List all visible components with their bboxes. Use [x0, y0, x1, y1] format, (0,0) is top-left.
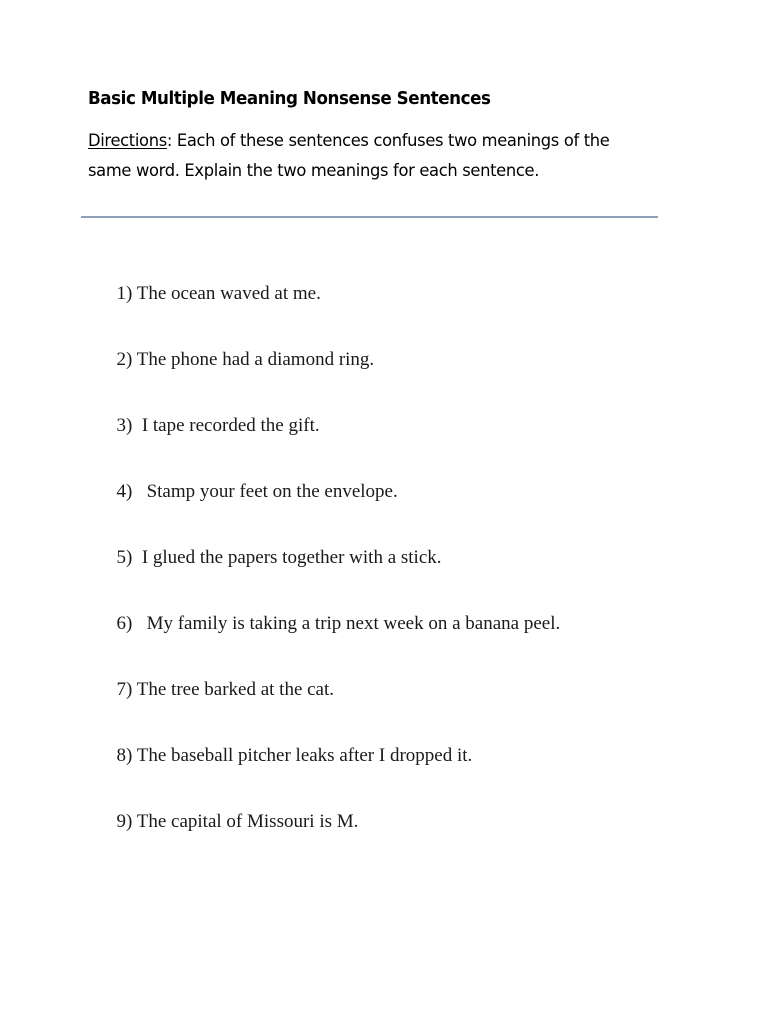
list-item-text: The phone had a diamond ring. [136, 349, 375, 370]
list-item [88, 720, 688, 786]
header-divider-wrap [81, 216, 658, 219]
list-item [88, 324, 688, 390]
list-item-number: 4) [116, 481, 133, 502]
list-item-number: 3) [116, 415, 133, 436]
page-title: Basic Multiple Meaning Nonsense Sentences [88, 89, 491, 109]
list-item-text: The baseball pitcher leaks after I dropped it. [136, 745, 473, 766]
header-divider [81, 216, 658, 218]
list-item-text: My family is taking a trip next week on a banana peel. [146, 613, 561, 634]
list-item-text: Stamp your feet on the envelope. [146, 481, 398, 502]
list-item [88, 786, 688, 852]
list-item [88, 456, 688, 522]
list-item-number: 8) [116, 745, 133, 766]
list-item-text: The ocean waved at me. [136, 283, 321, 304]
list-item-number: 2) [116, 349, 133, 370]
directions-colon: : [166, 131, 173, 151]
list-item [88, 588, 688, 654]
list-item-number: 1) [116, 283, 133, 304]
list-item-number: 7) [116, 679, 133, 700]
list-item-gap [132, 415, 142, 436]
list-item [88, 258, 688, 324]
directions-body: Each of these sentences confuses two meanings of the same word. Explain the two meanings for each sentence. [88, 131, 610, 181]
list-item-text: The tree barked at the cat. [136, 679, 335, 700]
directions-paragraph [88, 126, 640, 186]
list-item-text: The capital of Missouri is M. [136, 811, 359, 832]
sentence-list [88, 258, 688, 852]
list-item-text: I glued the papers together with a stick. [141, 547, 442, 568]
list-item-number: 6) [116, 613, 133, 634]
directions-label: Directions [88, 131, 167, 151]
list-item-number: 9) [116, 811, 133, 832]
list-item [88, 522, 688, 588]
list-item-text: I tape recorded the gift. [141, 415, 320, 436]
list-item-gap [132, 613, 146, 634]
list-item-gap [132, 481, 146, 502]
list-item [88, 390, 688, 456]
list-item-number: 5) [116, 547, 133, 568]
list-item [88, 654, 688, 720]
header-block [88, 88, 688, 186]
list-item-gap [132, 547, 142, 568]
